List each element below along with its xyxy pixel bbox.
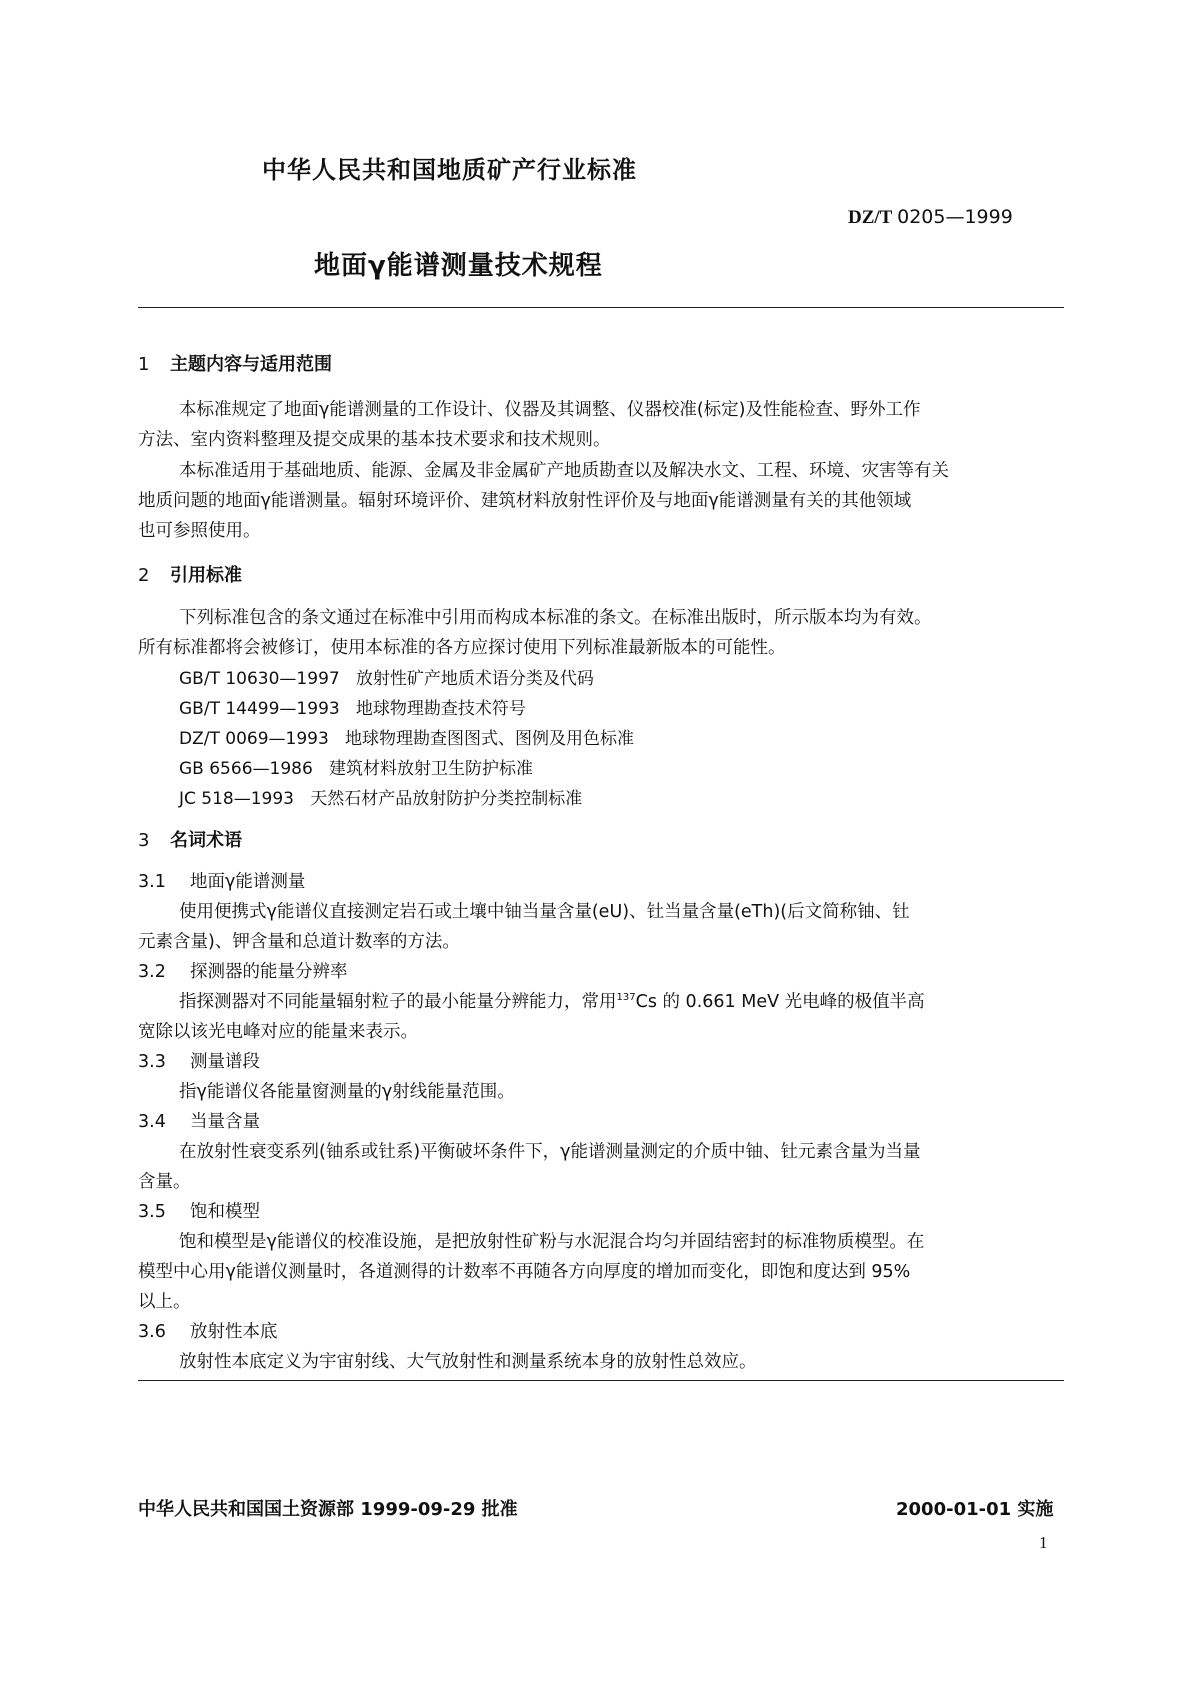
section-number: 1	[138, 354, 150, 375]
paragraph-line: 使用便携式γ能谱仪直接测定岩石或土壤中铀当量含量(eU)、钍当量含量(eTh)(后文简称铀、钍	[179, 902, 910, 922]
standard-code	[848, 206, 1013, 229]
paragraph-line: 含量。	[138, 1172, 191, 1192]
section-title: 主题内容与适用范围	[170, 354, 332, 375]
paragraph-line: 宽除以该光电峰对应的能量来表示。	[138, 1022, 418, 1042]
implementation-date: 2000-01-01 实施	[896, 1499, 1054, 1520]
reference-title: 放射性矿产地质术语分类及代码	[355, 669, 594, 689]
section-title: 引用标准	[170, 565, 242, 586]
term-title: 放射性本底	[190, 1322, 278, 1342]
approval-statement: 中华人民共和国国土资源部 1999-09-29 批准	[138, 1499, 518, 1520]
standard-code-number: 0205—1999	[897, 206, 1013, 228]
isotope-mass-number: 137	[616, 992, 636, 1004]
reference-code: GB/T 14499—1993	[179, 699, 340, 719]
paragraph-line: 方法、室内资料整理及提交成果的基本技术要求和技术规则。	[138, 430, 611, 450]
term-heading	[138, 1048, 260, 1073]
term-heading	[138, 1108, 260, 1133]
term-heading	[138, 1198, 260, 1223]
section-title: 名词术语	[170, 830, 242, 851]
section-number: 3	[138, 830, 150, 851]
reference-item	[179, 754, 533, 779]
term-number: 3.2	[138, 962, 166, 982]
reference-code: JC 518—1993	[179, 789, 294, 809]
reference-item	[179, 724, 634, 749]
section-heading-1	[138, 350, 332, 376]
term-title: 地面γ能谱测量	[190, 872, 306, 892]
term-number: 3.3	[138, 1052, 166, 1072]
paragraph-line: 以上。	[138, 1292, 191, 1312]
term-number: 3.6	[138, 1322, 166, 1342]
term-number: 3.4	[138, 1112, 166, 1132]
reference-title: 地球物理勘查图图式、图例及用色标准	[345, 729, 634, 749]
paragraph-line: 模型中心用γ能谱仪测量时，各道测得的计数率不再随各方向厚度的增加而变化，即饱和度达到 95%	[138, 1262, 911, 1282]
reference-item	[179, 664, 594, 689]
document-title: 地面γ能谱测量技术规程	[314, 251, 603, 281]
header-divider	[138, 307, 1064, 308]
paragraph-line	[179, 988, 925, 1013]
reference-title: 建筑材料放射卫生防护标准	[329, 759, 533, 779]
paragraph-line: 饱和模型是γ能谱仪的校准设施，是把放射性矿粉与水泥混合均匀并固结密封的标准物质模型。在	[179, 1232, 925, 1252]
paragraph-line: 指γ能谱仪各能量窗测量的γ射线能量范围。	[179, 1082, 515, 1102]
section-heading-2	[138, 561, 242, 587]
term-title: 饱和模型	[190, 1202, 260, 1222]
standard-code-prefix: DZ/T	[848, 207, 893, 228]
term-heading	[138, 868, 305, 893]
section-heading-3	[138, 826, 242, 852]
paragraph-line: 也可参照使用。	[138, 521, 261, 541]
paragraph-line: 下列标准包含的条文通过在标准中引用而构成本标准的条文。在标准出版时，所示版本均为有效。	[179, 608, 932, 628]
reference-title: 地球物理勘查技术符号	[355, 699, 526, 719]
reference-item	[179, 694, 526, 719]
reference-title: 天然石材产品放射防护分类控制标准	[310, 789, 583, 809]
term-heading	[138, 1318, 278, 1343]
reference-code: DZ/T 0069—1993	[179, 729, 329, 749]
paragraph-line: 放射性本底定义为宇宙射线、大气放射性和测量系统本身的放射性总效应。	[179, 1352, 757, 1372]
paragraph-line: 本标准适用于基础地质、能源、金属及非金属矿产地质勘查以及解决水文、工程、环境、灾害等有关	[179, 461, 949, 481]
reference-code: GB/T 10630—1997	[179, 669, 340, 689]
term-title: 当量含量	[190, 1112, 260, 1132]
paragraph-line: 元素含量)、钾含量和总道计数率的方法。	[138, 932, 460, 952]
text-run: Cs 的 0.661 MeV 光电峰的极值半高	[635, 992, 925, 1012]
page-number: 1	[1039, 1533, 1048, 1552]
reference-code: GB 6566—1986	[179, 759, 313, 779]
term-number: 3.5	[138, 1202, 166, 1222]
paragraph-line: 在放射性衰变系列(铀系或钍系)平衡破坏条件下，γ能谱测量测定的介质中铀、钍元素含量为当量	[179, 1142, 921, 1162]
footer-divider	[138, 1380, 1064, 1381]
paragraph-line: 本标准规定了地面γ能谱测量的工作设计、仪器及其调整、仪器校准(标定)及性能检查、野外工作	[179, 400, 921, 420]
paragraph-line: 所有标准都将会被修订，使用本标准的各方应探讨使用下列标准最新版本的可能性。	[138, 638, 786, 658]
term-title: 探测器的能量分辨率	[190, 962, 348, 982]
term-heading	[138, 958, 348, 983]
term-number: 3.1	[138, 872, 166, 892]
term-title: 测量谱段	[190, 1052, 260, 1072]
section-number: 2	[138, 565, 150, 586]
text-run: 指探测器对不同能量辐射粒子的最小能量分辨能力，常用	[179, 992, 617, 1012]
paragraph-line: 地质问题的地面γ能谱测量。辐射环境评价、建筑材料放射性评价及与地面γ能谱测量有关的其他领域	[138, 491, 912, 511]
reference-item	[179, 784, 582, 809]
issuing-organization: 中华人民共和国地质矿产行业标准	[262, 156, 637, 184]
